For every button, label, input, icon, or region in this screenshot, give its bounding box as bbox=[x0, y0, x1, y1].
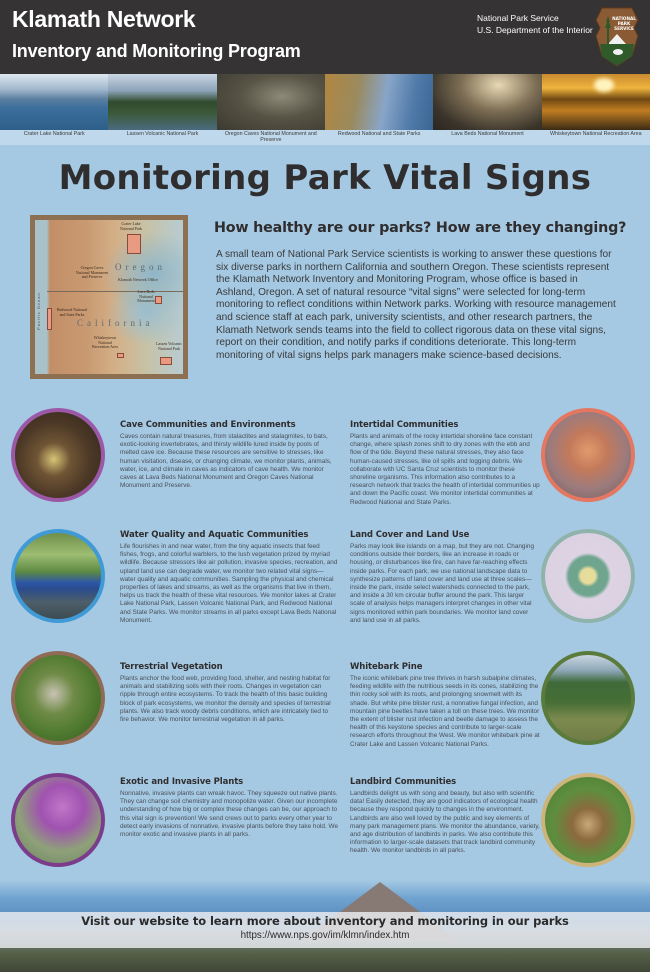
agency-name: National Park Service bbox=[477, 13, 559, 23]
vital-sign-body: Parks may look like islands on a map, but they are not. Changing conditions outside their borders, like an increase in roads or housing, or disturbances like fire, can have far-reaching effects inside parks. For each park, we use national landscape data to synthesize patterns of land cover and land use at three scales—inside the park, inside select watersheds connected to the park, and inside a 30 km circular buffer around the park. This larger scale of analysis helps managers interpret changes in other vital signs monitored within park boundaries. We monitor land cover and land use in all parks. bbox=[350, 543, 535, 624]
park-redwood bbox=[47, 308, 52, 330]
map-label: Whiskeytown National Recreation Area bbox=[92, 335, 118, 349]
vital-sign-vegetation bbox=[120, 662, 338, 724]
vital-sign-body: Plants anchor the food web, providing food, shelter, and nesting habitat for animals and stabilizing soils with their roots. Changes in vegetation can ripple through entire ecosystems. To track the health of this basic building block of park ecosystems, we monitor the density and species of terrestrial plants. We also track woody debris conditions, which are intricately tied to fire behavior. We monitor terrestrial vegetation in all parks. bbox=[120, 675, 331, 724]
vital-sign-intertidal bbox=[350, 420, 540, 507]
vital-sign-landbirds bbox=[350, 777, 540, 856]
park-photo-strip bbox=[0, 74, 650, 130]
vital-sign-body: The iconic whitebark pine tree thrives in harsh subalpine climates, feeding wildlife with the nutritious seeds in its cones, stabilizing the thin rocky soil with its roots, and prolonging snowmelt with its shade. But white pine blister rust, a nonnative fungal infection, and mountain pine beetles have taken a toll on these trees. We monitor the extent of blister rust infection and beetle damage to assess the health of this keystone species and contribute to larger-scale research efforts throughout the West. We monitor whitebark pine at Crater Lake and Lassen Volcanic National Parks. bbox=[350, 675, 540, 748]
intro-heading: How healthy are our parks? How are they changing? bbox=[214, 220, 627, 236]
vital-sign-whitebark-pine bbox=[350, 662, 540, 749]
vital-sign-body: Landbirds delight us with song and beauty, but also with scientific data! Easily detected, they are good indicators of ecological health because they respond quickly to changes in the environment. Landbirds are also well loved by the public and key elements of many park management plans. We monitor the abundance, variety, and age distribution of landbirds in parks. We also contribute this information to larger-scale datasets that track landbird community health. We monitor landbirds in all parks. bbox=[350, 790, 540, 855]
photo-caption: Whiskeytown National Recreation Area bbox=[550, 131, 642, 137]
intertidal-photo-circle bbox=[541, 408, 635, 502]
vital-sign-body: Nonnative, invasive plants can wreak havoc. They squeeze out native plants. They can change soil chemistry and monopolize water. Given our incomplete understanding of how big or complex these changes can be, our approach to this vital sign is prevention! We send crews out to parks every other year to detect early invasions of nonnative, invasive plants before they take hold. We monitor exotic and invasive plants in all parks. bbox=[120, 790, 339, 839]
state-border-line bbox=[47, 291, 183, 292]
network-title: Klamath Network bbox=[12, 6, 196, 32]
park-lassen bbox=[160, 357, 172, 365]
svg-text:SERVICE: SERVICE bbox=[614, 26, 634, 31]
photo-caption: Lava Beds National Monument bbox=[451, 131, 524, 137]
map-label: Lava Beds National Monument bbox=[137, 289, 155, 303]
vital-sign-cave bbox=[120, 420, 338, 490]
cave-photo-circle bbox=[11, 408, 105, 502]
website-link[interactable]: https://www.nps.gov/im/klmn/index.htm bbox=[240, 930, 410, 941]
map-label: Oregon Caves National Monument and Preserve bbox=[75, 265, 109, 279]
vital-sign-title: Water Quality and Aquatic Communities bbox=[120, 530, 309, 540]
redwood-coast-photo bbox=[325, 74, 433, 130]
agency-info bbox=[477, 12, 593, 36]
vital-sign-title: Intertidal Communities bbox=[350, 420, 459, 430]
vital-sign-body: Life flourishes in and near water, from the tiny aquatic insects that feed fishes, frogs, and colorful warblers, to the lush vegetation prized by myriad wildlife. Because stressors like air pollution, invasive species, recreation, and upland land use can degrade water, we monitor two related vital signs—water quality and aquatic communities. Sampling the physical and chemical properties of lakes and streams, as well as the organisms that live in them, helps us track the health of these vital resources. We monitor lakes at Crater Lake National Park, Lassen Volcanic National Park, and Redwood National and State Parks. We monitor streams in all parks except Lava Beds National Monument. bbox=[120, 543, 338, 624]
state-label-oregon: Oregon bbox=[115, 262, 166, 272]
vital-sign-land-cover bbox=[350, 530, 540, 625]
network-map bbox=[30, 215, 188, 379]
photo-caption: Oregon Caves National Monument and Preserve bbox=[224, 131, 317, 143]
oregon-caves-photo bbox=[217, 74, 325, 130]
land-cover-map-circle bbox=[541, 529, 635, 623]
map-label: Klamath Network Office bbox=[118, 277, 158, 282]
state-label-california: California bbox=[77, 318, 154, 328]
vital-sign-body: Plants and animals of the rocky intertidal shoreline face constant change, where splash zones shift to dry zones with the ebb and flow of the tide. Beyond these natural stresses, they also face human-caused stresses, like oil spills and logging debris. We collaborate with UC Santa Cruz scientists to monitor these shoreline organisms. This information also contributes to a research network that tracks the health of intertidal communities up and down the Pacific coast. We monitor intertidal communities at Redwood National and State Parks. bbox=[350, 433, 540, 506]
landbird-photo-circle bbox=[541, 773, 635, 867]
vital-sign-title: Cave Communities and Environments bbox=[120, 420, 296, 430]
water-photo-circle bbox=[11, 529, 105, 623]
park-whiskeytown bbox=[117, 353, 124, 358]
vital-sign-title: Landbird Communities bbox=[350, 777, 457, 787]
photo-caption: Redwood National and State Parks bbox=[337, 131, 421, 137]
vital-sign-exotic-plants bbox=[120, 777, 338, 839]
vital-sign-title: Exotic and Invasive Plants bbox=[120, 777, 244, 787]
photo-captions bbox=[0, 130, 650, 145]
map-label: Redwood National and State Parks bbox=[56, 307, 88, 317]
sun-graphic bbox=[594, 78, 614, 92]
vegetation-photo-circle bbox=[11, 651, 105, 745]
nps-arrowhead-logo-icon bbox=[594, 6, 640, 68]
intro-paragraph: A small team of National Park Service scientists is working to answer these questions for six diverse parks in northern California and southern Oregon. These scientists represent the Klamath Network Inventory and Monitoring Program, whose office is based in Ashland, Oregon. A set of natural resource “vital signs” were selected for long-term monitoring to reflect conditions within Network parks. Working with resource management and science staff at each park, university scientists, and other research partners, the Klamath Network sends teams into the field to collect rigorous data on these vital signs, report on their condition, and notify parks if conditions deteriorate. This long-term monitoring of vital signs helps park managers make science-based decisions. bbox=[216, 249, 616, 361]
vital-sign-title: Terrestrial Vegetation bbox=[120, 662, 223, 672]
vital-sign-title: Whitebark Pine bbox=[350, 662, 423, 672]
lava-beds-photo bbox=[433, 74, 541, 130]
header-bar bbox=[0, 0, 650, 74]
thistle-photo-circle bbox=[11, 773, 105, 867]
vital-sign-title: Land Cover and Land Use bbox=[350, 530, 470, 540]
vital-sign-body: Caves contain natural treasures, from stalactites and stalagmites, to bats, exotic-looking invertebrates, and thirsty wildlife lured inside by pools of melted cave ice. Because these resources are sensitive to stresses, like human visitation, disease, or changing climate, we monitor plants, animals, water, ice, and climate in caves as indicators of cave health. We monitor caves at Lava Beds National Monument and Oregon Caves National Monument and Preserve. bbox=[120, 433, 332, 490]
map-label: Crater Lake National Park bbox=[119, 221, 143, 231]
footer-banner bbox=[0, 912, 650, 948]
photo-caption: Crater Lake National Park bbox=[23, 131, 85, 137]
program-subtitle: Inventory and Monitoring Program bbox=[12, 41, 301, 61]
photo-caption: Lassen Volcanic National Park bbox=[126, 131, 199, 137]
page-title: Monitoring Park Vital Signs bbox=[58, 158, 592, 198]
lassen-volcanic-photo bbox=[108, 74, 216, 130]
whitebark-pine-photo-circle bbox=[541, 651, 635, 745]
footer-call-to-action: Visit our website to learn more about inventory and monitoring in our parks bbox=[81, 914, 569, 928]
map-terrain bbox=[35, 220, 183, 374]
ocean-label: Pacific Ocean bbox=[36, 292, 41, 330]
whiskeytown-sunset-photo bbox=[542, 74, 650, 130]
park-crater-lake bbox=[127, 234, 141, 254]
svg-text:NATIONAL: NATIONAL bbox=[612, 16, 636, 21]
department-name: U.S. Department of the Interior bbox=[477, 25, 593, 35]
vital-sign-water bbox=[120, 530, 338, 625]
svg-text:PARK: PARK bbox=[617, 21, 631, 26]
map-label: Lassen Volcanic National Park bbox=[156, 341, 182, 351]
crater-lake-photo bbox=[0, 74, 108, 130]
